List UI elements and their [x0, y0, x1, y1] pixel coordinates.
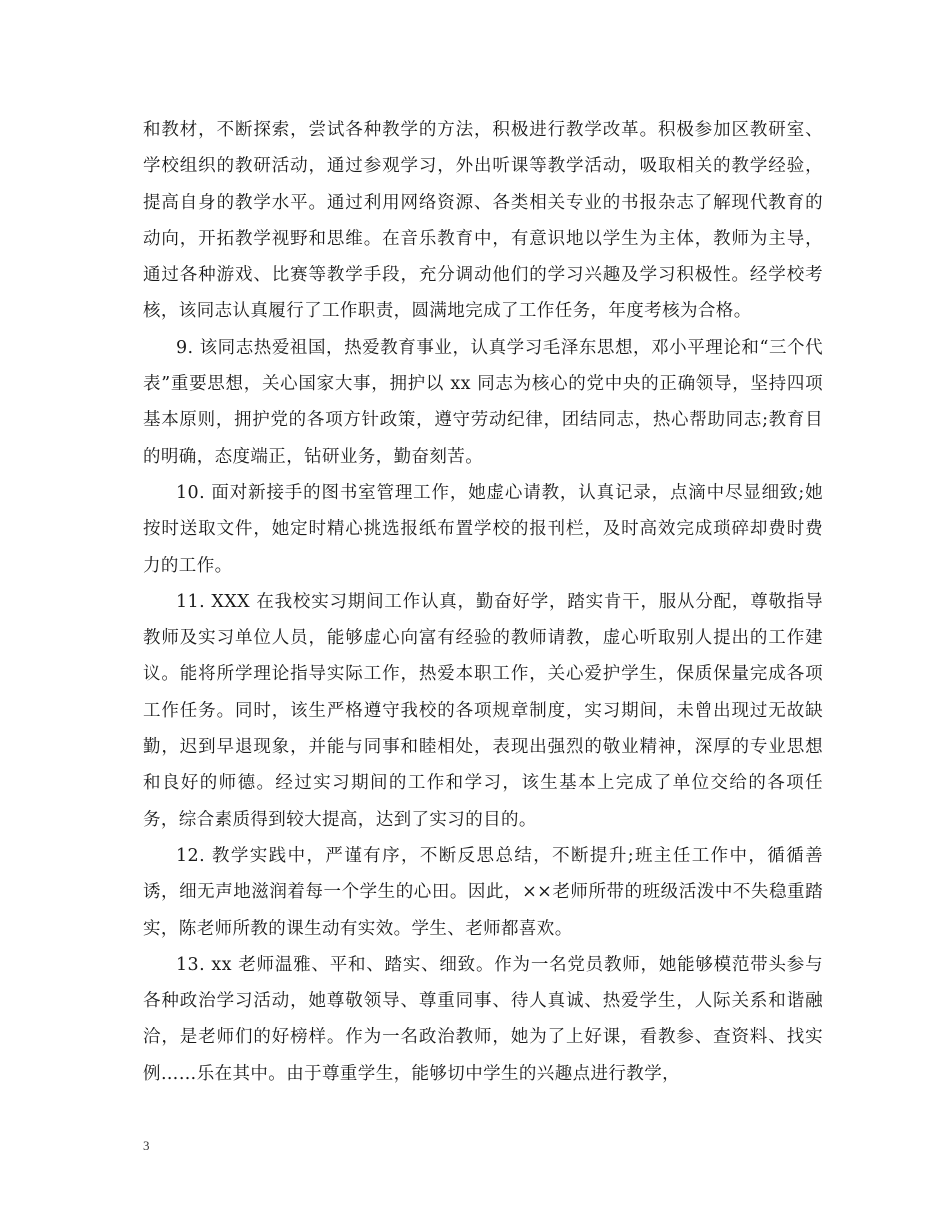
paragraph-continuation: 和教材，不断探索，尝试各种教学的方法，积极进行教学改革。积极参加区教研室、学校组织的教研活动，通过参观学习，外出听课等教学活动，吸取相关的教学经验，提高自身的教学水平。通过利用网络资源、各类相关专业的书报杂志了解现代教育的动向，开拓教学视野和思维。在音乐教育中，有意识地以学生为主体，教师为主导，通过各种游戏、比赛等教学手段，充分调动他们的学习兴趣及学习积极性。经学校考核，该同志认真履行了工作职责，圆满地完成了工作任务，年度考核为合格。: [143, 120, 823, 322]
paragraph-item-10: 10. 面对新接手的图书室管理工作，她虚心请教，认真记录，点滴中尽显细致;她按时送取文件，她定时精心挑选报纸布置学校的报刊栏，及时高效完成琐碎却费时费力的工作。: [143, 482, 823, 576]
paragraph-item-12: 12. 教学实践中，严谨有序，不断反思总结，不断提升;班主任工作中，循循善诱，细无声地滋润着每一个学生的心田。因此，××老师所带的班级活泼中不失稳重踏实，陈老师所教的课生动有实效。学生、老师都喜欢。: [143, 845, 823, 939]
paragraph-item-13: 13. xx 老师温雅、平和、踏实、细致。作为一名党员教师，她能够模范带头参与各种政治学习活动，她尊敬领导、尊重同事、待人真诚、热爱学生，人际关系和谐融洽，是老师们的好榜样。作为一名政治教师，她为了上好课，看教参、查资料、找实例……乐在其中。由于尊重学生，能够切中学生的兴趣点进行教学，: [143, 954, 823, 1084]
paragraph-item-11: 11. XXX 在我校实习期间工作认真，勤奋好学，踏实肯干，服从分配，尊敬指导教师及实习单位人员，能够虚心向富有经验的教师请教，虚心听取别人提出的工作建议。能将所学理论指导实际工作，热爱本职工作，关心爱护学生，保质保量完成各项工作任务。同时，该生严格遵守我校的各项规章制度，实习期间，未曾出现过无故缺勤，迟到早退现象，并能与同事和睦相处，表现出强烈的敬业精神，深厚的专业思想和良好的师德。经过实习期间的工作和学习，该生基本上完成了单位交给的各项任务，综合素质得到较大提高，达到了实习的目的。: [143, 591, 823, 830]
document-body: [143, 112, 823, 1092]
paragraph-item-9: 9. 该同志热爱祖国，热爱教育事业，认真学习毛泽东思想，邓小平理论和“三个代表”重要思想，关心国家大事，拥护以 xx 同志为核心的党中央的正确领导，坚持四项基本原则，拥护党的各项方针政策，遵守劳动纪律，团结同志，热心帮助同志;教育目的明确，态度端正，钻研业务，勤奋刻苦。: [143, 337, 823, 467]
page-number: 3: [143, 1138, 150, 1153]
